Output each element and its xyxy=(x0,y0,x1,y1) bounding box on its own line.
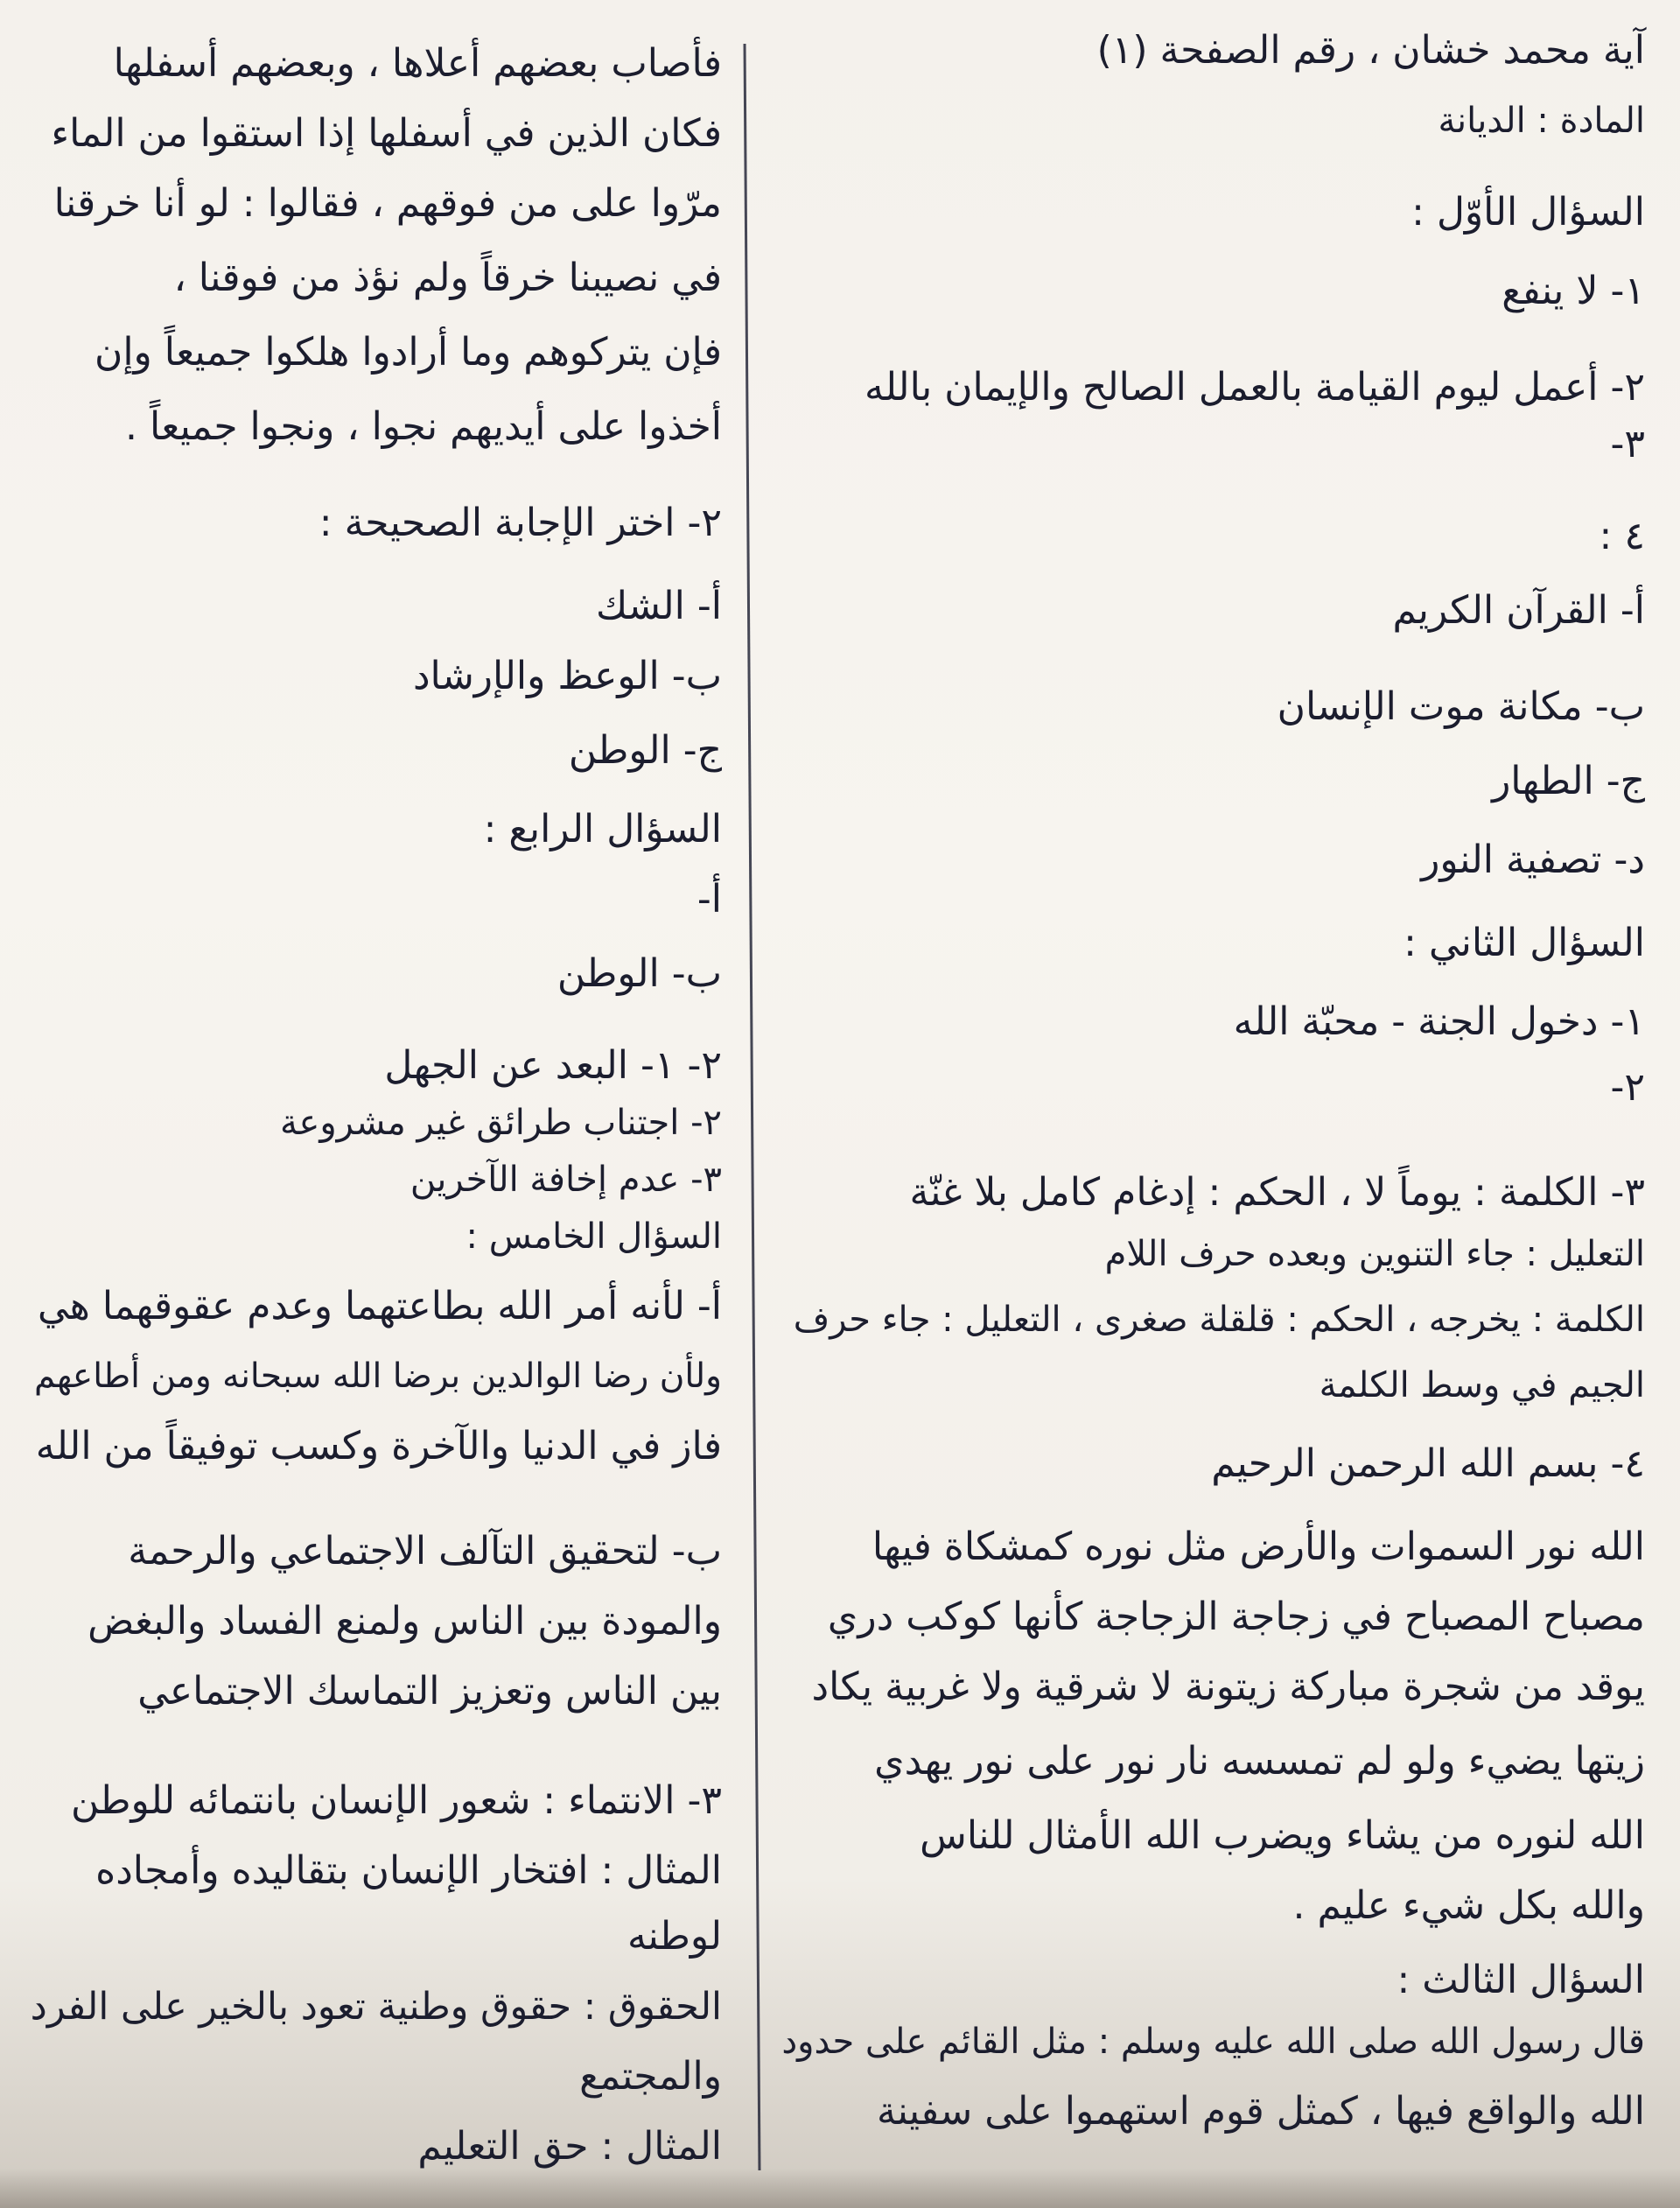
left-column-line-27: الحقوق : حقوق وطنية تعود بالخير على الفرد xyxy=(30,1985,722,2029)
left-column xyxy=(0,0,748,2170)
right-column-line-17: الكلمة : يخرجه ، الحكم : قلقلة صغرى ، التعليل : جاء حرف xyxy=(793,1300,1645,1340)
left-column-line-2: فكان الذين في أسفلها إذا استقوا من الماء xyxy=(51,111,722,156)
left-column-line-1: فأصاب بعضهم أعلاها ، وبعضهم أسفلها xyxy=(113,41,722,86)
right-column-line-1: آية محمد خشان ، رقم الصفحة (١) xyxy=(1096,28,1645,73)
left-column-line-16: ٣- عدم إخافة الآخرين xyxy=(410,1160,722,1200)
left-column-line-19: ولأن رضا الوالدين برضا الله سبحانه ومن أطاعهم xyxy=(34,1356,722,1396)
left-column-line-18: أ- لأنه أمر الله بطاعتهما وعدم عقوقهما هي xyxy=(37,1284,722,1328)
right-column-line-27: قال رسول الله صلى الله عليه وسلم : مثل القائم على حدود xyxy=(781,2022,1645,2062)
right-column-line-25: والله بكل شيء عليم . xyxy=(1292,1883,1645,1928)
left-column-line-23: بين الناس وتعزيز التماسك الاجتماعي xyxy=(137,1669,722,1714)
left-column-line-26: لوطنه xyxy=(626,1914,722,1959)
right-column-line-4: ١- لا ينفع xyxy=(1502,269,1645,313)
left-column-line-21: ب- لتحقيق التآلف الاجتماعي والرحمة xyxy=(128,1529,722,1574)
right-column-line-16: التعليل : جاء التنوين وبعده حرف اللام xyxy=(1104,1234,1645,1274)
right-column-line-24: الله لنوره من يشاء ويضرب الله الأمثال للناس xyxy=(920,1813,1645,1858)
right-column-line-12: السؤال الثاني : xyxy=(1404,921,1645,965)
left-column-line-17: السؤال الخامس : xyxy=(466,1216,722,1257)
right-column-line-9: ب- مكانة موت الإنسان xyxy=(1277,684,1645,729)
right-column-line-5: ٢- أعمل ليوم القيامة بالعمل الصالح والإيمان بالله xyxy=(864,365,1645,410)
right-column-line-7: ٤ : xyxy=(1599,514,1645,558)
left-column-line-5: فإن يتركوهم وما أرادوا هلكوا جميعاً وإن xyxy=(94,330,722,375)
left-column-line-7: ٢- اختر الإجابة الصحيحة : xyxy=(318,501,722,545)
left-column-line-24: ٣- الانتماء : شعور الإنسان بانتمائه للوطن xyxy=(70,1778,722,1823)
right-column-line-15: ٣- الكلمة : يوماً لا ، الحكم : إدغام كامل بلا غنّة xyxy=(909,1170,1645,1215)
left-column-line-9: ب- الوعظ والإرشاد xyxy=(412,654,722,698)
left-column-line-8: أ- الشك xyxy=(595,584,722,628)
right-column-line-20: الله نور السموات والأرض مثل نوره كمشكاة فيها xyxy=(872,1525,1645,1569)
left-column-line-10: ج- الوطن xyxy=(568,728,722,773)
right-column-line-23: زيتها يضيء ولو لم تمسسه نار نور على نور يهدي xyxy=(874,1739,1645,1784)
right-column-line-14: ٢- xyxy=(1610,1065,1645,1110)
right-column-line-28: الله والواقع فيها ، كمثل قوم استهموا على سفينة xyxy=(877,2089,1645,2134)
right-column-line-22: يوقد من شجرة مباركة زيتونة لا شرقية ولا غربية يكاد xyxy=(811,1665,1645,1709)
right-column-line-11: د- تصفية النور xyxy=(1421,838,1645,882)
right-column-line-6: ٣- xyxy=(1610,422,1645,466)
left-column-line-3: مرّوا على من فوقهم ، فقالوا : لو أنا خرقنا xyxy=(53,181,722,226)
left-column-line-25: المثال : افتخار الإنسان بتقاليده وأمجاده xyxy=(95,1848,722,1893)
left-column-line-4: في نصيبنا خرقاً ولم نؤذ من فوقنا ، xyxy=(173,256,722,300)
right-column xyxy=(752,0,1680,2170)
left-column-line-28: والمجتمع xyxy=(579,2054,722,2099)
left-column-line-14: ٢- ١- البعد عن الجهل xyxy=(384,1043,722,1088)
left-column-line-13: ب- الوطن xyxy=(556,951,722,996)
right-column-line-8: أ- القرآن الكريم xyxy=(1392,588,1645,633)
right-column-line-3: السؤال الأوّل : xyxy=(1411,190,1645,235)
left-column-line-20: فاز في الدنيا والآخرة وكسب توفيقاً من الله xyxy=(35,1424,722,1468)
right-column-line-19: ٤- بسم الله الرحمن الرحيم xyxy=(1211,1441,1645,1486)
left-column-line-15: ٢- اجتناب طرائق غير مشروعة xyxy=(280,1103,722,1143)
right-column-line-18: الجيم في وسط الكلمة xyxy=(1319,1365,1645,1405)
left-column-line-22: والمودة بين الناس ولمنع الفساد والبغض xyxy=(88,1599,722,1644)
left-column-line-29: المثال : حق التعليم xyxy=(417,2124,722,2169)
right-column-line-10: ج- الطهار xyxy=(1492,759,1645,803)
right-column-line-26: السؤال الثالث : xyxy=(1396,1958,1645,2002)
left-column-line-12: أ- xyxy=(696,877,722,922)
left-column-line-6: أخذوا على أيديهم نجوا ، ونجوا جميعاً . xyxy=(125,404,722,449)
right-column-line-2: المادة : الديانة xyxy=(1438,101,1645,141)
right-column-line-21: مصباح المصباح في زجاجة الزجاجة كأنها كوكب دري xyxy=(827,1595,1645,1639)
right-column-line-13: ١- دخول الجنة - محبّة الله xyxy=(1233,999,1645,1044)
left-column-line-11: السؤال الرابع : xyxy=(483,807,722,852)
page-bottom-shadow xyxy=(0,2169,1680,2208)
